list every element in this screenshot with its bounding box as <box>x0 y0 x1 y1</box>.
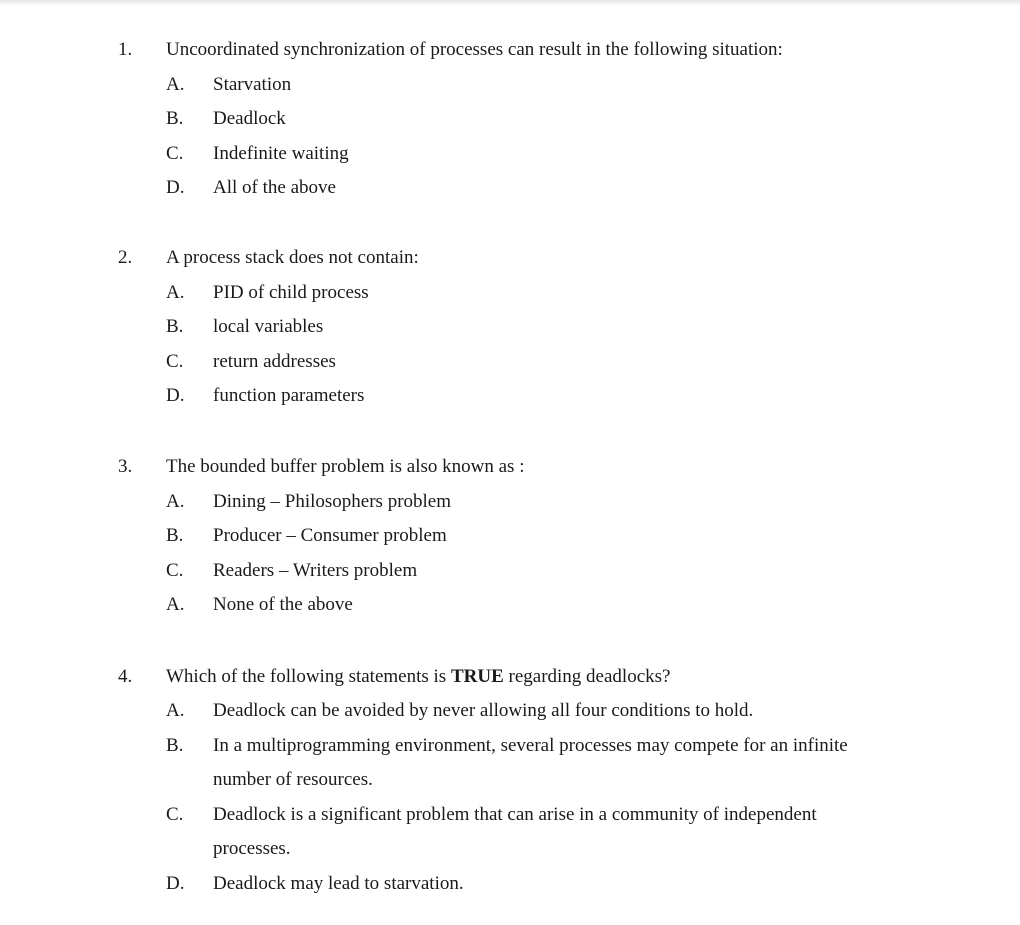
question-text-end: regarding deadlocks? <box>503 666 671 687</box>
option-text: Deadlock can be avoided by never allowing all four conditions to hold. <box>213 700 754 721</box>
option-text: Dining – Philosophers problem <box>213 491 452 512</box>
option-text: local variables <box>213 316 324 337</box>
option-letter: B. <box>166 525 184 546</box>
option-text-continuation: processes. <box>213 838 291 859</box>
option-letter: B. <box>166 108 184 129</box>
option-letter: B. <box>166 735 184 756</box>
question-number: 2. <box>118 247 133 268</box>
option-letter: A. <box>166 74 185 95</box>
option-text: Deadlock may lead to starvation. <box>213 873 464 894</box>
option-text: In a multiprogramming environment, several processes may compete for an infinite <box>213 735 848 756</box>
option-text: PID of child process <box>213 282 369 303</box>
option-text: Deadlock is a significant problem that can arise in a community of independent <box>213 804 817 825</box>
option-letter: C. <box>166 351 184 372</box>
option-letter: D. <box>166 873 185 894</box>
option-letter: A. <box>166 282 185 303</box>
option-letter: A. <box>166 594 185 615</box>
option-text: function parameters <box>213 385 365 406</box>
option-text: All of the above <box>213 177 336 198</box>
option-letter: C. <box>166 804 184 825</box>
question-number: 4. <box>118 666 133 687</box>
page-top-edge <box>0 0 1020 6</box>
question-text-start: Which of the following statements is <box>166 666 451 687</box>
option-text: Producer – Consumer problem <box>213 525 447 546</box>
option-letter: A. <box>166 491 185 512</box>
question-text-emphasis: TRUE <box>450 666 504 687</box>
question-text: A process stack does not contain: <box>166 247 419 268</box>
option-letter: B. <box>166 316 184 337</box>
question-text: Uncoordinated synchronization of processes can result in the following situation: <box>166 39 783 60</box>
question-number: 3. <box>118 456 133 477</box>
option-text: Readers – Writers problem <box>213 560 418 581</box>
option-letter: C. <box>166 560 184 581</box>
question-text <box>166 666 670 688</box>
option-letter: D. <box>166 385 185 406</box>
option-text: return addresses <box>213 351 336 372</box>
option-text: Indefinite waiting <box>213 143 349 164</box>
question-text: The bounded buffer problem is also known as : <box>166 456 525 477</box>
option-letter: C. <box>166 143 184 164</box>
question-number: 1. <box>118 39 133 60</box>
option-text: None of the above <box>213 594 353 615</box>
option-letter: A. <box>166 700 185 721</box>
option-text: Starvation <box>213 74 292 95</box>
option-letter: D. <box>166 177 185 198</box>
option-text: Deadlock <box>213 108 286 129</box>
option-text-continuation: number of resources. <box>213 769 373 790</box>
